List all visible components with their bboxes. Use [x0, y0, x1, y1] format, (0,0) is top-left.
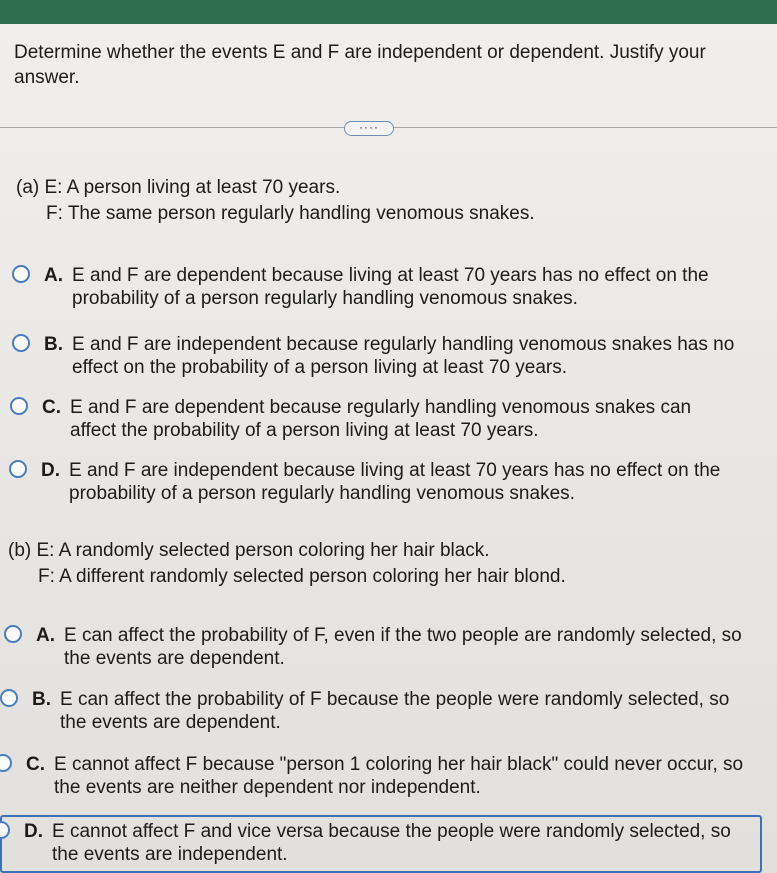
option-letter: A.	[44, 265, 63, 286]
radio-circle-icon[interactable]	[12, 265, 30, 283]
option-text: E cannot affect F and vice versa because the people were randomly selected, so the events are independent.	[52, 821, 731, 865]
radio-circle-icon[interactable]	[12, 334, 30, 352]
radio-circle-icon[interactable]	[10, 397, 28, 415]
part-a-heading	[16, 175, 535, 227]
option-letter: D.	[41, 460, 60, 481]
part-b-heading	[8, 538, 566, 590]
part-a-event-e: (a) E: A person living at least 70 years.	[16, 177, 341, 198]
part-a-option-d[interactable]	[9, 459, 754, 505]
radio-circle-icon[interactable]	[0, 689, 18, 707]
part-a-event-f: F: The same person regularly handling venomous snakes.	[46, 203, 535, 224]
part-b-event-e: (b) E: A randomly selected person coloring her hair black.	[8, 540, 490, 561]
option-letter: B.	[32, 689, 51, 710]
question-page	[0, 24, 777, 873]
option-text: E cannot affect F because "person 1 coloring her hair black" could never occur, so the events are neither dependent nor independent.	[54, 754, 744, 798]
radio-circle-icon[interactable]	[0, 821, 10, 839]
part-a-option-b[interactable]	[12, 333, 764, 379]
option-text: E and F are dependent because living at least 70 years has no effect on the probability of a person regularly handling venomous snakes.	[72, 265, 709, 309]
radio-circle-icon[interactable]	[4, 625, 22, 643]
option-letter: B.	[44, 334, 63, 355]
option-text: E and F are dependent because regularly handling venomous snakes can affect the probability of a person living at least 70 years.	[70, 397, 692, 441]
radio-circle-icon[interactable]	[0, 754, 12, 772]
radio-circle-icon[interactable]	[9, 460, 27, 478]
option-text: E can affect the probability of F because the people were randomly selected, so the events are dependent.	[60, 689, 730, 733]
part-b-option-d[interactable]	[0, 820, 754, 866]
option-text: E can affect the probability of F, even if the two people are randomly selected, so the events are dependent.	[64, 625, 742, 669]
question-prompt: Determine whether the events E and F are independent or dependent. Justify your answer.	[14, 42, 706, 88]
top-header-bar	[0, 0, 777, 24]
more-options-button[interactable]: ····	[344, 121, 394, 136]
option-letter: C.	[42, 397, 61, 418]
part-a-option-a[interactable]	[12, 264, 752, 310]
part-b-option-c[interactable]	[0, 753, 756, 799]
option-letter: D.	[24, 821, 43, 842]
option-text: E and F are independent because regularly handling venomous snakes has no effect on the probability of a person living at least 70 years.	[72, 334, 735, 378]
part-b-option-a[interactable]	[4, 624, 756, 670]
part-b-event-f: F: A different randomly selected person coloring her hair blond.	[38, 566, 566, 587]
option-text: E and F are independent because living at least 70 years has no effect on the probability of a person regularly handling venomous snakes.	[69, 460, 721, 504]
option-letter: A.	[36, 625, 55, 646]
part-a-option-c[interactable]	[10, 396, 730, 442]
part-b-option-b[interactable]	[0, 688, 756, 734]
option-letter: C.	[26, 754, 45, 775]
